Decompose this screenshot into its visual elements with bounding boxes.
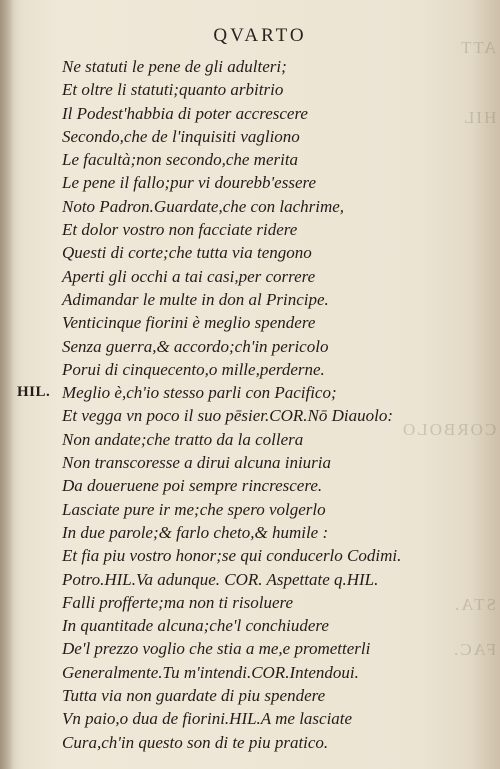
verse-line xyxy=(62,311,482,334)
bleed-mark: CORBOLO xyxy=(400,420,496,439)
verse-line-text: Da doueruene poi sempre rincrescere. xyxy=(62,476,323,496)
verse-line xyxy=(62,521,482,544)
verse-line-text: Questi di corte;che tutta via tengono xyxy=(62,243,312,263)
verse-line xyxy=(62,474,482,497)
verse-line-text: Le pene il fallo;pur vi dourebb'essere xyxy=(62,173,317,193)
speaker-label: HIL. xyxy=(17,384,51,401)
verse-line xyxy=(62,78,482,101)
verse-line-text: Adimandar le multe in don al Principe. xyxy=(62,289,329,309)
verse-line xyxy=(62,614,482,637)
verse-line-text: In quantitade alcuna;che'l conchiudere xyxy=(62,616,329,636)
verse-line-text: Meglio è,ch'io stesso parli con Pacifico; xyxy=(62,383,337,403)
verse-line-text: Falli profferte;ma non ti risoluere xyxy=(62,592,294,612)
verse-line-text: Lasciate pure ir me;che spero volgerlo xyxy=(62,499,326,519)
verse-line xyxy=(62,171,482,194)
verse-line-text: Et fia piu vostro honor;se qui conducerlo Codimi. xyxy=(62,546,402,566)
verse-line-text: Generalmente.Tu m'intendi.COR.Intendoui. xyxy=(62,662,359,682)
bleed-mark: ATT xyxy=(458,38,496,57)
verse-line xyxy=(62,544,482,567)
verse-line-text: Non transcoresse a dirui alcuna iniuria xyxy=(62,453,332,473)
verse-line xyxy=(62,148,482,171)
verse-line-text: Senza guerra,& accordo;ch'in pericolo xyxy=(62,336,329,356)
verse-line-text: Noto Padron.Guardate,che con lachrime, xyxy=(62,196,345,216)
verse-line xyxy=(62,55,482,78)
verse-text xyxy=(17,55,482,754)
verse-line xyxy=(62,195,482,218)
verse-line-text: Porui di cinquecento,o mille,perderne. xyxy=(62,359,325,379)
verse-line-text: Et dolor vostro non facciate ridere xyxy=(62,220,298,240)
verse-line-text: Le facultà;non secondo,che merita xyxy=(62,150,299,170)
verse-line xyxy=(62,451,482,474)
verse-line-text: Potro.HIL.Va adunque. COR. Aspettate q.HIL. xyxy=(62,569,379,589)
bleed-mark: STA. xyxy=(452,595,496,614)
verse-line-text: Tutta via non guardate di piu spendere xyxy=(62,686,326,706)
verse-line xyxy=(62,591,482,614)
verse-line xyxy=(62,265,482,288)
verse-line xyxy=(17,381,482,404)
verse-line-text: Secondo,che de l'inquisiti vagliono xyxy=(62,126,300,146)
verse-line xyxy=(62,288,482,311)
verse-line xyxy=(62,125,482,148)
gutter-shadow xyxy=(0,0,14,769)
verse-line xyxy=(62,684,482,707)
verse-line xyxy=(62,218,482,241)
verse-line xyxy=(62,637,482,660)
verse-line-text: Il Podest'habbia di poter accrescere xyxy=(62,103,308,123)
verse-line-text: De'l prezzo voglio che stia a me,e prometterli xyxy=(62,639,371,659)
verse-line xyxy=(62,428,482,451)
verse-line xyxy=(62,568,482,591)
verse-line-text: Aperti gli occhi a tai casi,per correre xyxy=(62,266,316,286)
bleed-mark: HIL xyxy=(461,108,496,127)
verse-line-text: Cura,ch'in questo son di te piu pratico. xyxy=(62,732,329,752)
verse-line xyxy=(62,498,482,521)
verse-line xyxy=(62,707,482,730)
verse-line xyxy=(62,731,482,754)
running-head: QVARTO xyxy=(213,25,307,46)
verse-line-text: Venticinque fiorini è meglio spendere xyxy=(62,313,316,333)
verse-line-text: Non andate;che tratto da la collera xyxy=(62,429,304,449)
verse-line-text: Et vegga vn poco il suo pēsier.COR.Nō Diauolo: xyxy=(62,406,393,426)
verse-line xyxy=(62,241,482,264)
verse-line xyxy=(62,102,482,125)
verse-line xyxy=(62,335,482,358)
verse-line xyxy=(62,404,482,427)
bleed-mark: FAC. xyxy=(451,640,496,659)
verse-line-text: Ne statuti le pene de gli adulteri; xyxy=(62,57,287,76)
verse-line xyxy=(62,358,482,381)
verse-line-text: Et oltre li statuti;quanto arbitrio xyxy=(62,80,284,100)
verse-line xyxy=(62,661,482,684)
verse-line-text: In due parole;& farlo cheto,& humile : xyxy=(62,522,329,542)
verse-line-text: Vn paio,o dua de fiorini.HIL.A me lasciate xyxy=(62,709,353,729)
